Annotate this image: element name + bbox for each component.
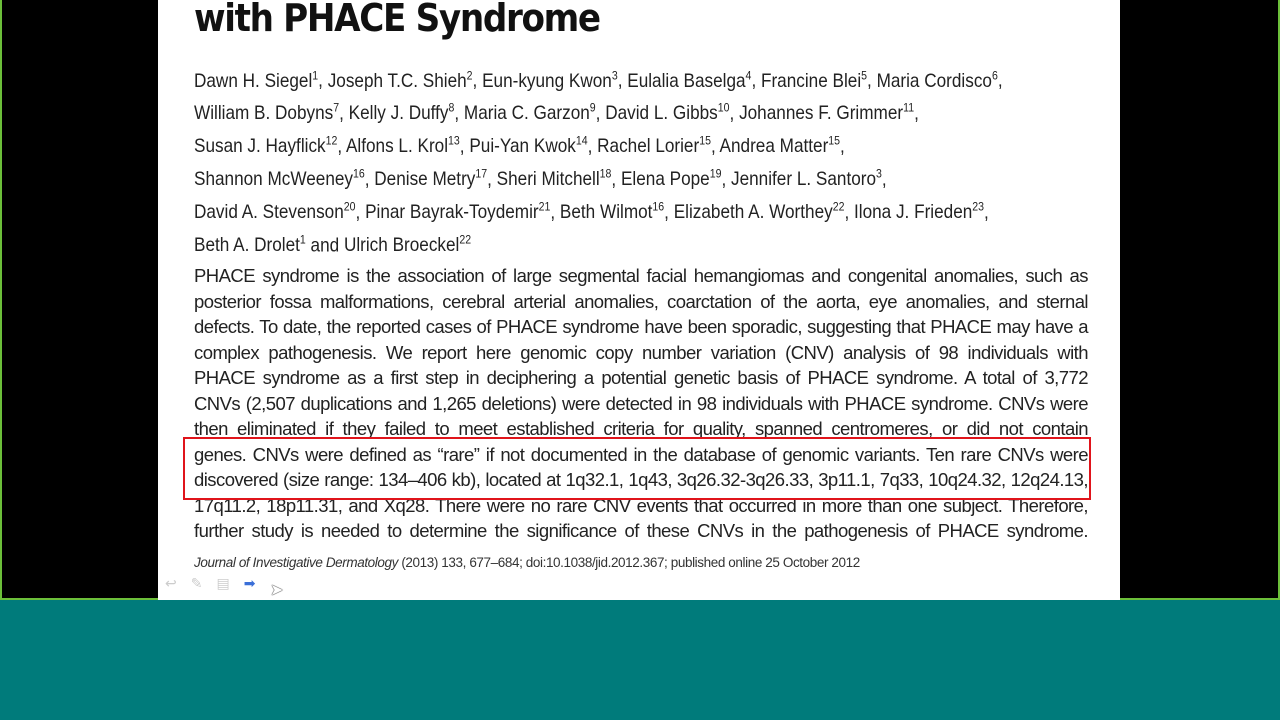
back-icon[interactable]: ↩ <box>165 575 177 591</box>
abstract-line: complex pathogenesis. We report here genomic copy number variation (CNV) analysis of 98 individuals with <box>194 341 1088 363</box>
author-affiliation: 15 <box>828 133 841 148</box>
author: Alfons L. Krol$^{13}$ <box>345 133 460 158</box>
author: David L. Gibbs$^{10}$ <box>605 100 730 125</box>
author-list: Dawn H. Siegel$^1$, Joseph T.C. Shieh$^2$, Eun-kyung Kwon$^3$, Eulalia Baselga$^4$, Francine Blei$^5$, Maria Cordisco$^6$, William B. Dobyns$^7$, Kelly J. Duffy$^8$, Maria C. Garzon$^9$, David L. Gibbs$^{10}$, Johannes F. Grimmer$^{11}$, Susan J. Hayflick$^{12}$, Alfons L. Krol$^{13}$, Pui-Yan Kwok$^{14}$, Rachel Lorier$^{15}$, Andrea Matter$^{15}$, Shannon McWeeney$^{16}$, Denise Metry$^{17}$, Sheri Mitchell$^{18}$, Elena Pope$^{19}$, Jennifer L. Santoro$^3$, David A. Stevenson$^{20}$, Pinar Bayrak-Toydemir$^{21}$, Beth Wilmot$^{16}$, Elizabeth A. Worthey$^{22}$, Ilona J. Frieden$^{23}$, Beth A. Drolet$^1$ and Ulrich Broeckel$^{22}$ <box>194 68 1003 257</box>
author: Ilona J. Frieden$^{23}$ <box>854 199 985 224</box>
author-affiliation: 15 <box>699 133 711 148</box>
author: Johannes F. Grimmer$^{11}$ <box>739 100 915 125</box>
author: Joseph T.C. Shieh$^2$ <box>327 68 473 92</box>
abstract-line: genes. CNVs were defined as “rare” if not documented in the database of genomic variants. Ten rare CNVs were <box>194 443 1088 465</box>
author: Maria C. Garzon$^9$ <box>463 100 596 125</box>
author: Dawn H. Siegel$^1$ <box>194 68 319 92</box>
author-affiliation: 3 <box>611 68 618 82</box>
author-affiliation: 18 <box>599 166 612 181</box>
author-affiliation: 1 <box>299 232 306 247</box>
pen-icon[interactable]: ✎ <box>190 575 203 591</box>
author-affiliation: 3 <box>876 166 882 181</box>
author: Denise Metry$^{17}$ <box>374 166 488 191</box>
author-affiliation: 23 <box>972 199 985 214</box>
author: Maria Cordisco$^6$ <box>876 68 998 92</box>
author: Elizabeth A. Worthey$^{22}$ <box>673 199 845 224</box>
next-arrow-icon[interactable]: ➡ <box>243 575 256 591</box>
author: Ulrich Broeckel$^{22}$ <box>343 232 472 257</box>
author-affiliation: 21 <box>538 199 551 214</box>
abstract-line: 17q11.2, 18p11.31, and Xq28. There were no rare CNV events that occurred in more than one subject. Therefore, <box>194 494 1088 516</box>
author-affiliation: 22 <box>832 199 845 214</box>
author: Pinar Bayrak-Toydemir$^{21}$ <box>365 199 551 224</box>
author: Susan J. Hayflick$^{12}$ <box>194 133 338 158</box>
abstract-line: PHACE syndrome is the association of large segmental facial hemangiomas and congenital anomalies, such as <box>194 265 1088 286</box>
abstract-line: PHACE syndrome as a first step in deciphering a potential genetic basis of PHACE syndrome. A total of 3,772 <box>194 367 1088 388</box>
author: Sheri Mitchell$^{18}$ <box>496 166 612 191</box>
author-affiliation: 8 <box>448 100 455 115</box>
author-affiliation: 6 <box>991 68 998 82</box>
abstract-line: CNVs (2,507 duplications and 1,265 deletions) were detected in 98 individuals with PHACE syndrome. CNVs were <box>194 392 1088 414</box>
author: Andrea Matter$^{15}$ <box>719 133 841 158</box>
author-affiliation: 4 <box>745 68 752 82</box>
author: David A. Stevenson$^{20}$ <box>194 199 356 224</box>
author-affiliation: 7 <box>333 100 340 115</box>
author: Jennifer L. Santoro$^3$ <box>731 166 882 191</box>
menu-icon[interactable]: ▤ <box>216 575 230 591</box>
abstract <box>194 263 1088 544</box>
author: Eun-kyung Kwon$^3$ <box>482 68 618 92</box>
author: Francine Blei$^5$ <box>760 68 868 92</box>
author: Pui-Yan Kwok$^{14}$ <box>469 133 588 158</box>
author: Shannon McWeeney$^{16}$ <box>194 166 365 191</box>
citation-journal: Journal of Investigative Dermatology <box>194 555 398 570</box>
author-affiliation: 10 <box>717 100 730 115</box>
author-affiliation: 13 <box>448 133 460 148</box>
slide-toolbar <box>165 575 255 592</box>
paper-title: with PHACE Syndrome <box>194 0 600 40</box>
author-affiliation: 16 <box>352 166 365 181</box>
author-affiliation: 1 <box>312 68 319 82</box>
author-affiliation: 2 <box>466 68 473 82</box>
author-affiliation: 5 <box>861 68 868 82</box>
author-affiliation: 22 <box>459 232 472 247</box>
author-affiliation: 16 <box>652 199 665 214</box>
author-affiliation: 17 <box>475 166 488 181</box>
author: Eulalia Baselga$^4$ <box>627 68 752 92</box>
citation-details: (2013) 133, 677–684; doi:10.1038/jid.2012.367; published online 25 October 2012 <box>397 555 860 570</box>
author: Beth A. Drolet$^1$ <box>194 232 306 257</box>
author: Beth Wilmot$^{16}$ <box>559 199 665 224</box>
author: Kelly J. Duffy$^8$ <box>348 100 455 125</box>
document-page <box>158 0 1120 600</box>
highlight-box <box>183 437 1091 500</box>
author: Elena Pope$^{19}$ <box>620 166 722 191</box>
author-affiliation: 11 <box>903 100 915 115</box>
mouse-cursor-icon: ➤ <box>270 582 284 599</box>
abstract-line: defects. To date, the reported cases of PHACE syndrome have been sporadic, suggesting that PHACE may have a <box>194 316 1088 337</box>
author-affiliation: 20 <box>343 199 356 214</box>
author: William B. Dobyns$^7$ <box>194 100 340 125</box>
author-affiliation: 12 <box>325 133 338 148</box>
citation <box>194 555 860 570</box>
abstract-line: then eliminated if they failed to meet established criteria for quality, spanned centromeres, or did not contain <box>194 418 1088 439</box>
abstract-line: discovered (size range: 134–406 kb), located at 1q32.1, 1q43, 3q26.32-3q26.33, 3p11.1, 7q33, 10q24.32, 12q24.13, <box>194 469 1088 490</box>
author: Rachel Lorier$^{15}$ <box>597 133 711 158</box>
author-affiliation: 9 <box>589 100 596 115</box>
abstract-line: posterior fossa malformations, cerebral arterial anomalies, coarctation of the aorta, eye anomalies, and sternal <box>194 290 1088 312</box>
author-affiliation: 14 <box>575 133 588 148</box>
abstract-line: further study is needed to determine the significance of these CNVs in the pathogenesis of PHACE syndrome. <box>194 520 1088 541</box>
author-affiliation: 19 <box>709 166 722 181</box>
